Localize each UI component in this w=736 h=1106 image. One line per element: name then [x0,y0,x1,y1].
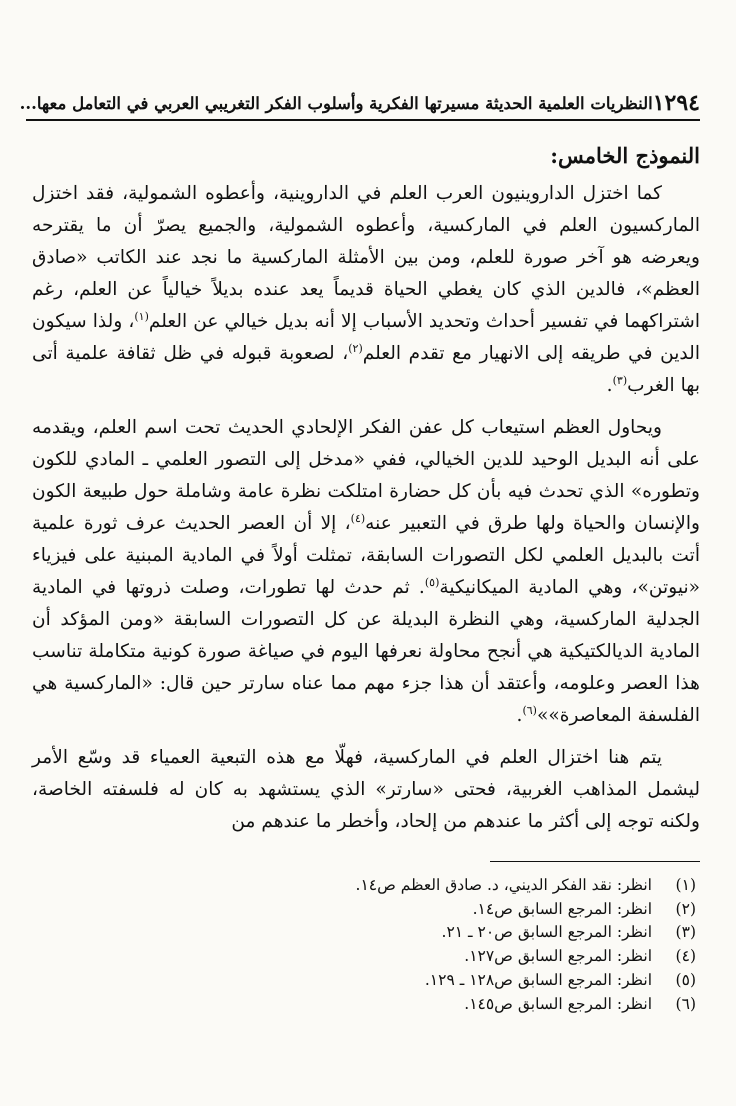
text-run: كما اختزل الداروينيون العرب العلم في الداروينية، وأعطوه الشمولية، فقد اختزل الماركسيون العلم في الماركسية، وأعطوه الشمولية، والجميع يصرّ أن ما يقترحه ويعرضه هو آخر صورة للعلم، ومن بين الأمثلة الماركسية ما نجد عند الكاتب «صادق العظم»، فالدين الذي كان يغطي الحياة قديماً يعد عنده بديلاً خيالياً عن العلم، رغم اشتراكهما في تفسير أحداث وتحديد الأسباب إلا أنه بديل خيالي عن العلم [32,183,700,332]
text-run: ، ولذا سيكون الدين في طريقه إلى الانهيار مع تقدم العلم [32,311,700,364]
page-header [19,86,700,121]
paragraph-2 [32,412,700,732]
text-run: . ثم حدث لها تطورات، وصلت ذروتها في المادية الجدلية الماركسية، وهي النظرة البديلة عن كل التصورات السابقة «ومن المؤكد أن المادية الديالكتيكية هي أنجح محاولة نعرفها اليوم في صياغة صورة كونية متكاملة تناسب هذا العصر وعلومه، وأعتقد أن هذا جزء مهم مما عناه سارتر حين قال: «الماركسية هي الفلسفة المعاصرة»» [32,577,700,726]
footnote-text: انظر: المرجع السابق ص١٢٨ ـ ١٢٩. [424,970,652,989]
footnote-number: (١) [675,876,696,894]
footnote-ref-2[interactable]: (٢) [348,341,363,355]
main-text [32,140,700,848]
footnote-number: (٦) [675,994,696,1013]
text-run: . [606,375,613,396]
footnote-ref-5[interactable]: (٥) [424,575,440,589]
text-run: ، لصعوبة قبوله في ظل ثقافة علمية أتى بها الغرب [32,343,700,396]
footnote-text: انظر: المرجع السابق ص١٤. [472,899,652,918]
footnote-ref-4[interactable]: (٤) [350,511,366,525]
text-run: ويحاول العظم استيعاب كل عفن الفكر الإلحادي الحديث تحت اسم العلم، ويقدمه على أنه البديل الوحيد للدين الخيالي، ففي «مدخل إلى التصور العلمي ـ المادي للكون وتطوره» الذي تحدث فيه بأن كل حضارة امتلكت نظرة عامة وشاملة حول طبيعة الكون والإنسان والحياة ولها طرق في التعبير عنه [32,417,700,534]
text-run: ، إلا أن العصر الحديث عرف ثورة علمية أتت بالبديل العلمي لكل التصورات السابقة، تمثلت أولاً في المادية المبنية على فيزياء «نيوتن»، وهي المادية الميكانيكية [32,513,700,598]
footnote-number: (٢) [675,899,696,918]
footnote-text: انظر: المرجع السابق ص١٤٥. [464,994,652,1013]
footnote-item [40,993,696,1017]
footnotes [40,874,696,1016]
footnote-text: انظر: المرجع السابق ص٢٠ ـ ٢١. [441,923,652,942]
page-number: ١٢٩٤ [652,90,700,116]
footnote-item [40,945,696,969]
section-heading: النموذج الخامس: [550,143,700,168]
footnote-item [40,874,696,898]
footnote-ref-3[interactable]: (٣) [612,373,628,387]
footnote-item [40,969,696,993]
paragraph-3: يتم هنا اختزال العلم في الماركسية، فهلّا مع هذه التبعية العمياء قد وسّع الأمر ليشمل المذاهب الغربية، فحتى «سارتر» الذي يستشهد به كان له فلسفته الخاصة، ولكنه توجه إلى أكثر ما عندهم من إلحاد، وأخطر ما عندهم من [32,747,700,832]
footnote-number: (٥) [675,970,696,989]
paragraph-1 [32,178,700,402]
footnote-item [40,921,696,945]
running-title: النظريات العلمية الحديثة مسيرتها الفكرية وأسلوب الفكر التغريبي العربي في التعامل معها... [19,94,653,113]
footnote-text: انظر: نقد الفكر الديني، د. صادق العظم ص١٤. [355,876,652,894]
footnote-item [40,898,696,922]
footnote-number: (٣) [675,923,696,942]
footnote-ref-1[interactable]: (١) [134,309,149,323]
footnote-ref-6[interactable]: (٦) [522,703,537,717]
footnote-number: (٤) [675,947,696,966]
text-run: . [516,705,523,726]
footnote-divider [490,861,700,862]
footnote-text: انظر: المرجع السابق ص١٢٧. [464,947,652,966]
